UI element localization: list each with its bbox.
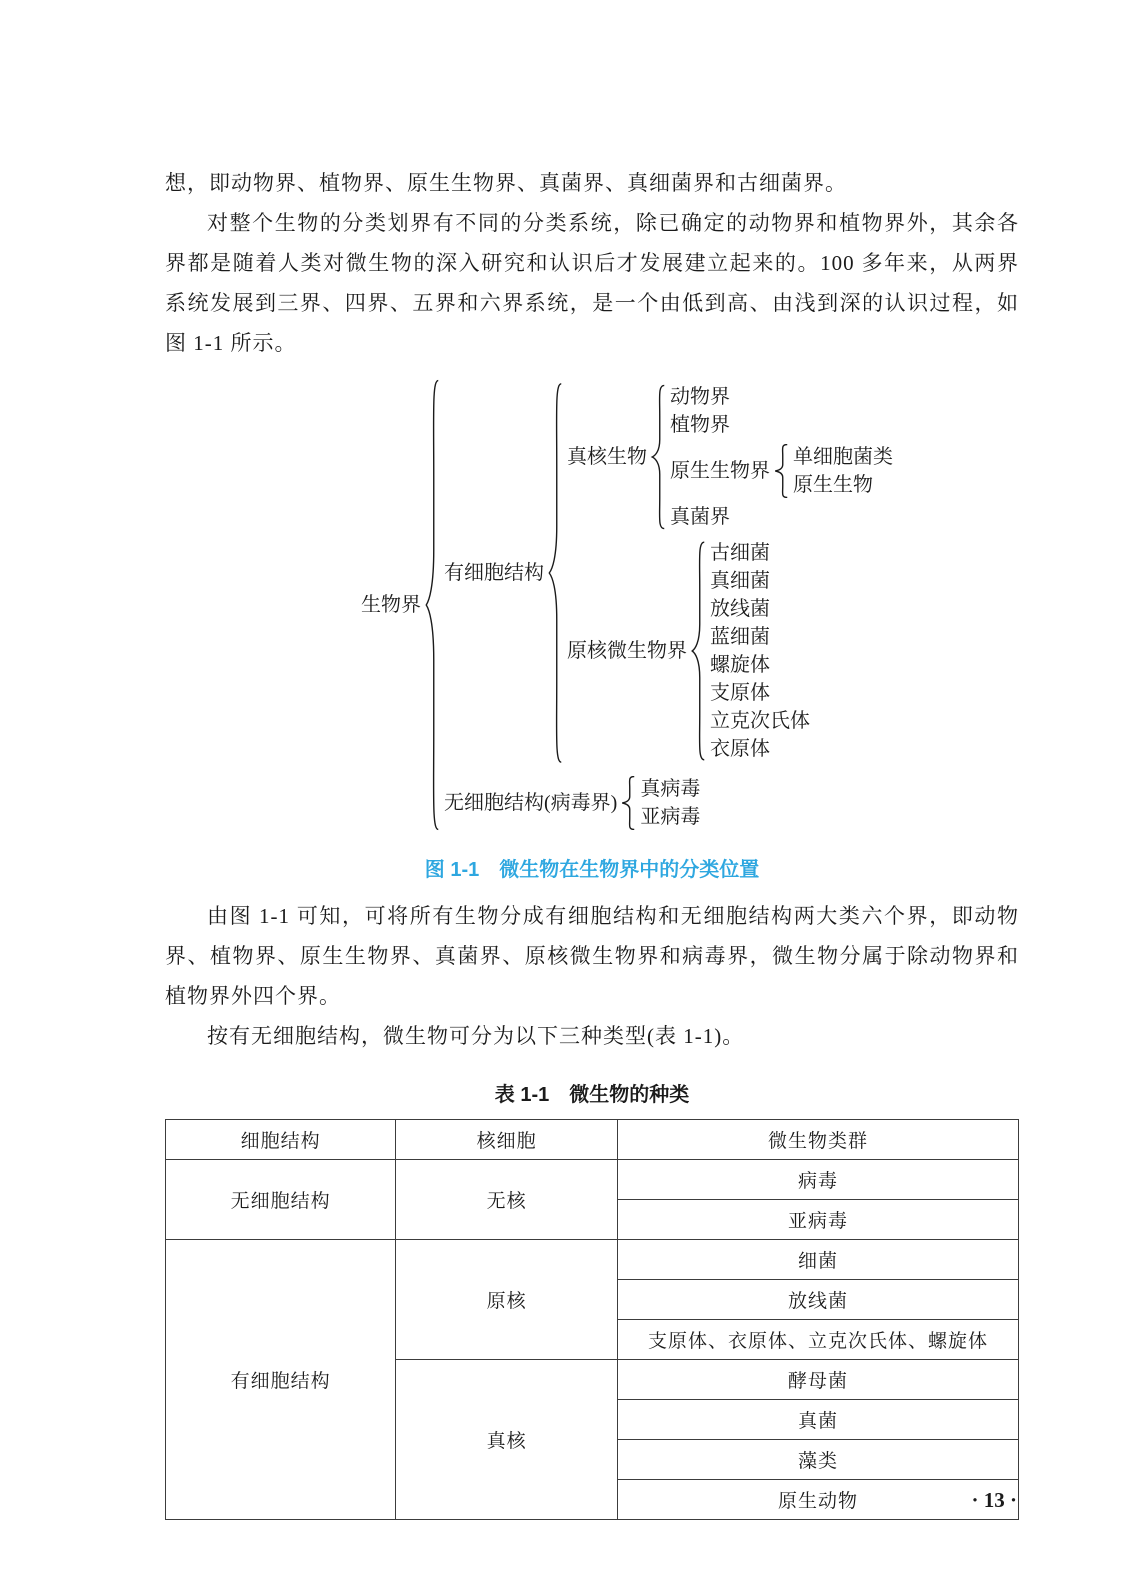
tree-node xyxy=(567,539,893,763)
tree-children xyxy=(710,539,810,763)
tree-children xyxy=(444,375,893,835)
tree-leaf: 衣原体 xyxy=(710,738,770,760)
tree-leaf: 古细菌 xyxy=(710,542,770,564)
tree-leaf: 支原体 xyxy=(710,682,770,704)
microbe-cell: 病毒 xyxy=(618,1160,1019,1200)
tree-node-label: 生物界 xyxy=(361,594,421,616)
tree-node xyxy=(361,375,1019,835)
tree-leaf: 放线菌 xyxy=(710,598,770,620)
tree-leaf: 真病毒 xyxy=(640,778,701,800)
tree-node-label: 真核生物 xyxy=(567,446,647,468)
table-title: 表 1-1 微生物的种类 xyxy=(494,1084,690,1106)
classification-tree xyxy=(361,375,1019,835)
cell-structure-cell: 有细胞结构 xyxy=(166,1240,396,1520)
tree-node xyxy=(444,379,893,767)
paragraph-2: 对整个生物的分类划界有不同的分类系统，除已确定的动物界和植物界外，其余各界都是随着人类对微生物的深入研究和认识后才发展建立起来的。100 多年来，从两界系统发展到三界、四界、五界和六界系统，是一个由低到高、由浅到深的认识过程，如图 1-1 所示。 xyxy=(165,211,1019,355)
tree-children xyxy=(567,379,893,767)
tree-leaf: 原生生物 xyxy=(793,474,873,496)
figure-caption: 图 1-1 微生物在生物界中的分类位置 xyxy=(424,859,760,881)
paragraph-4: 按有无细胞结构，微生物可分为以下三种类型(表 1-1)。 xyxy=(207,1024,745,1048)
brace-icon xyxy=(690,540,705,762)
table-row xyxy=(166,1160,1019,1200)
tree-leaf: 真菌界 xyxy=(670,506,730,528)
brace-icon xyxy=(620,776,635,830)
tree-leaf: 立克次氏体 xyxy=(710,710,810,732)
tree-leaf: 动物界 xyxy=(670,386,730,408)
table-header-row xyxy=(166,1120,1019,1160)
table-header-cell: 核细胞 xyxy=(396,1120,618,1160)
tree-leaf: 单细胞菌类 xyxy=(793,446,893,468)
nucleus-cell: 真核 xyxy=(396,1360,618,1520)
brace-icon xyxy=(650,384,665,530)
tree-leaf: 真细菌 xyxy=(710,570,770,592)
microbe-cell: 放线菌 xyxy=(618,1280,1019,1320)
tree-node xyxy=(567,383,893,531)
paragraph-3: 由图 1-1 可知，可将所有生物分成有细胞结构和无细胞结构两大类六个界，即动物界、植物界、原生生物界、真菌界、原核微生物界和病毒界，微生物分属于除动物界和植物界外四个界。 xyxy=(165,904,1019,1008)
nucleus-cell: 无核 xyxy=(396,1160,618,1240)
microbe-cell: 真菌 xyxy=(618,1400,1019,1440)
paragraph-1: 想，即动物界、植物界、原生生物界、真菌界、真细菌界和古细菌界。 xyxy=(165,171,847,195)
tree-leaf: 植物界 xyxy=(670,414,730,436)
tree-leaf: 螺旋体 xyxy=(710,654,770,676)
microbe-cell: 原生动物 xyxy=(618,1480,1019,1520)
nucleus-cell: 原核 xyxy=(396,1240,618,1360)
tree-leaf: 蓝细菌 xyxy=(710,626,770,648)
table-header-cell: 细胞结构 xyxy=(166,1120,396,1160)
cell-structure-cell: 无细胞结构 xyxy=(166,1160,396,1240)
tree-children xyxy=(670,383,893,531)
microbe-cell: 细菌 xyxy=(618,1240,1019,1280)
tree-node-label: 无细胞结构(病毒界) xyxy=(444,792,618,814)
tree-node-label: 原生生物界 xyxy=(670,460,770,482)
microbe-table xyxy=(165,1119,1019,1520)
microbe-cell: 酵母菌 xyxy=(618,1360,1019,1400)
microbe-cell: 亚病毒 xyxy=(618,1200,1019,1240)
tree-node-label: 原核微生物界 xyxy=(567,640,687,662)
tree-node xyxy=(670,443,893,499)
tree-node xyxy=(444,775,893,831)
tree-leaf: 亚病毒 xyxy=(640,806,701,828)
brace-icon xyxy=(773,444,788,498)
brace-icon xyxy=(547,380,562,766)
tree-node-label: 有细胞结构 xyxy=(444,562,544,584)
table-header-cell: 微生物类群 xyxy=(618,1120,1019,1160)
microbe-cell: 支原体、衣原体、立克次氏体、螺旋体 xyxy=(618,1320,1019,1360)
table-row xyxy=(166,1240,1019,1280)
tree-children xyxy=(640,775,700,831)
figure-1-1 xyxy=(165,375,1019,882)
page-number: · 13 · xyxy=(971,1488,1017,1512)
tree-children xyxy=(793,443,893,499)
brace-icon xyxy=(424,376,439,834)
microbe-cell: 藻类 xyxy=(618,1440,1019,1480)
